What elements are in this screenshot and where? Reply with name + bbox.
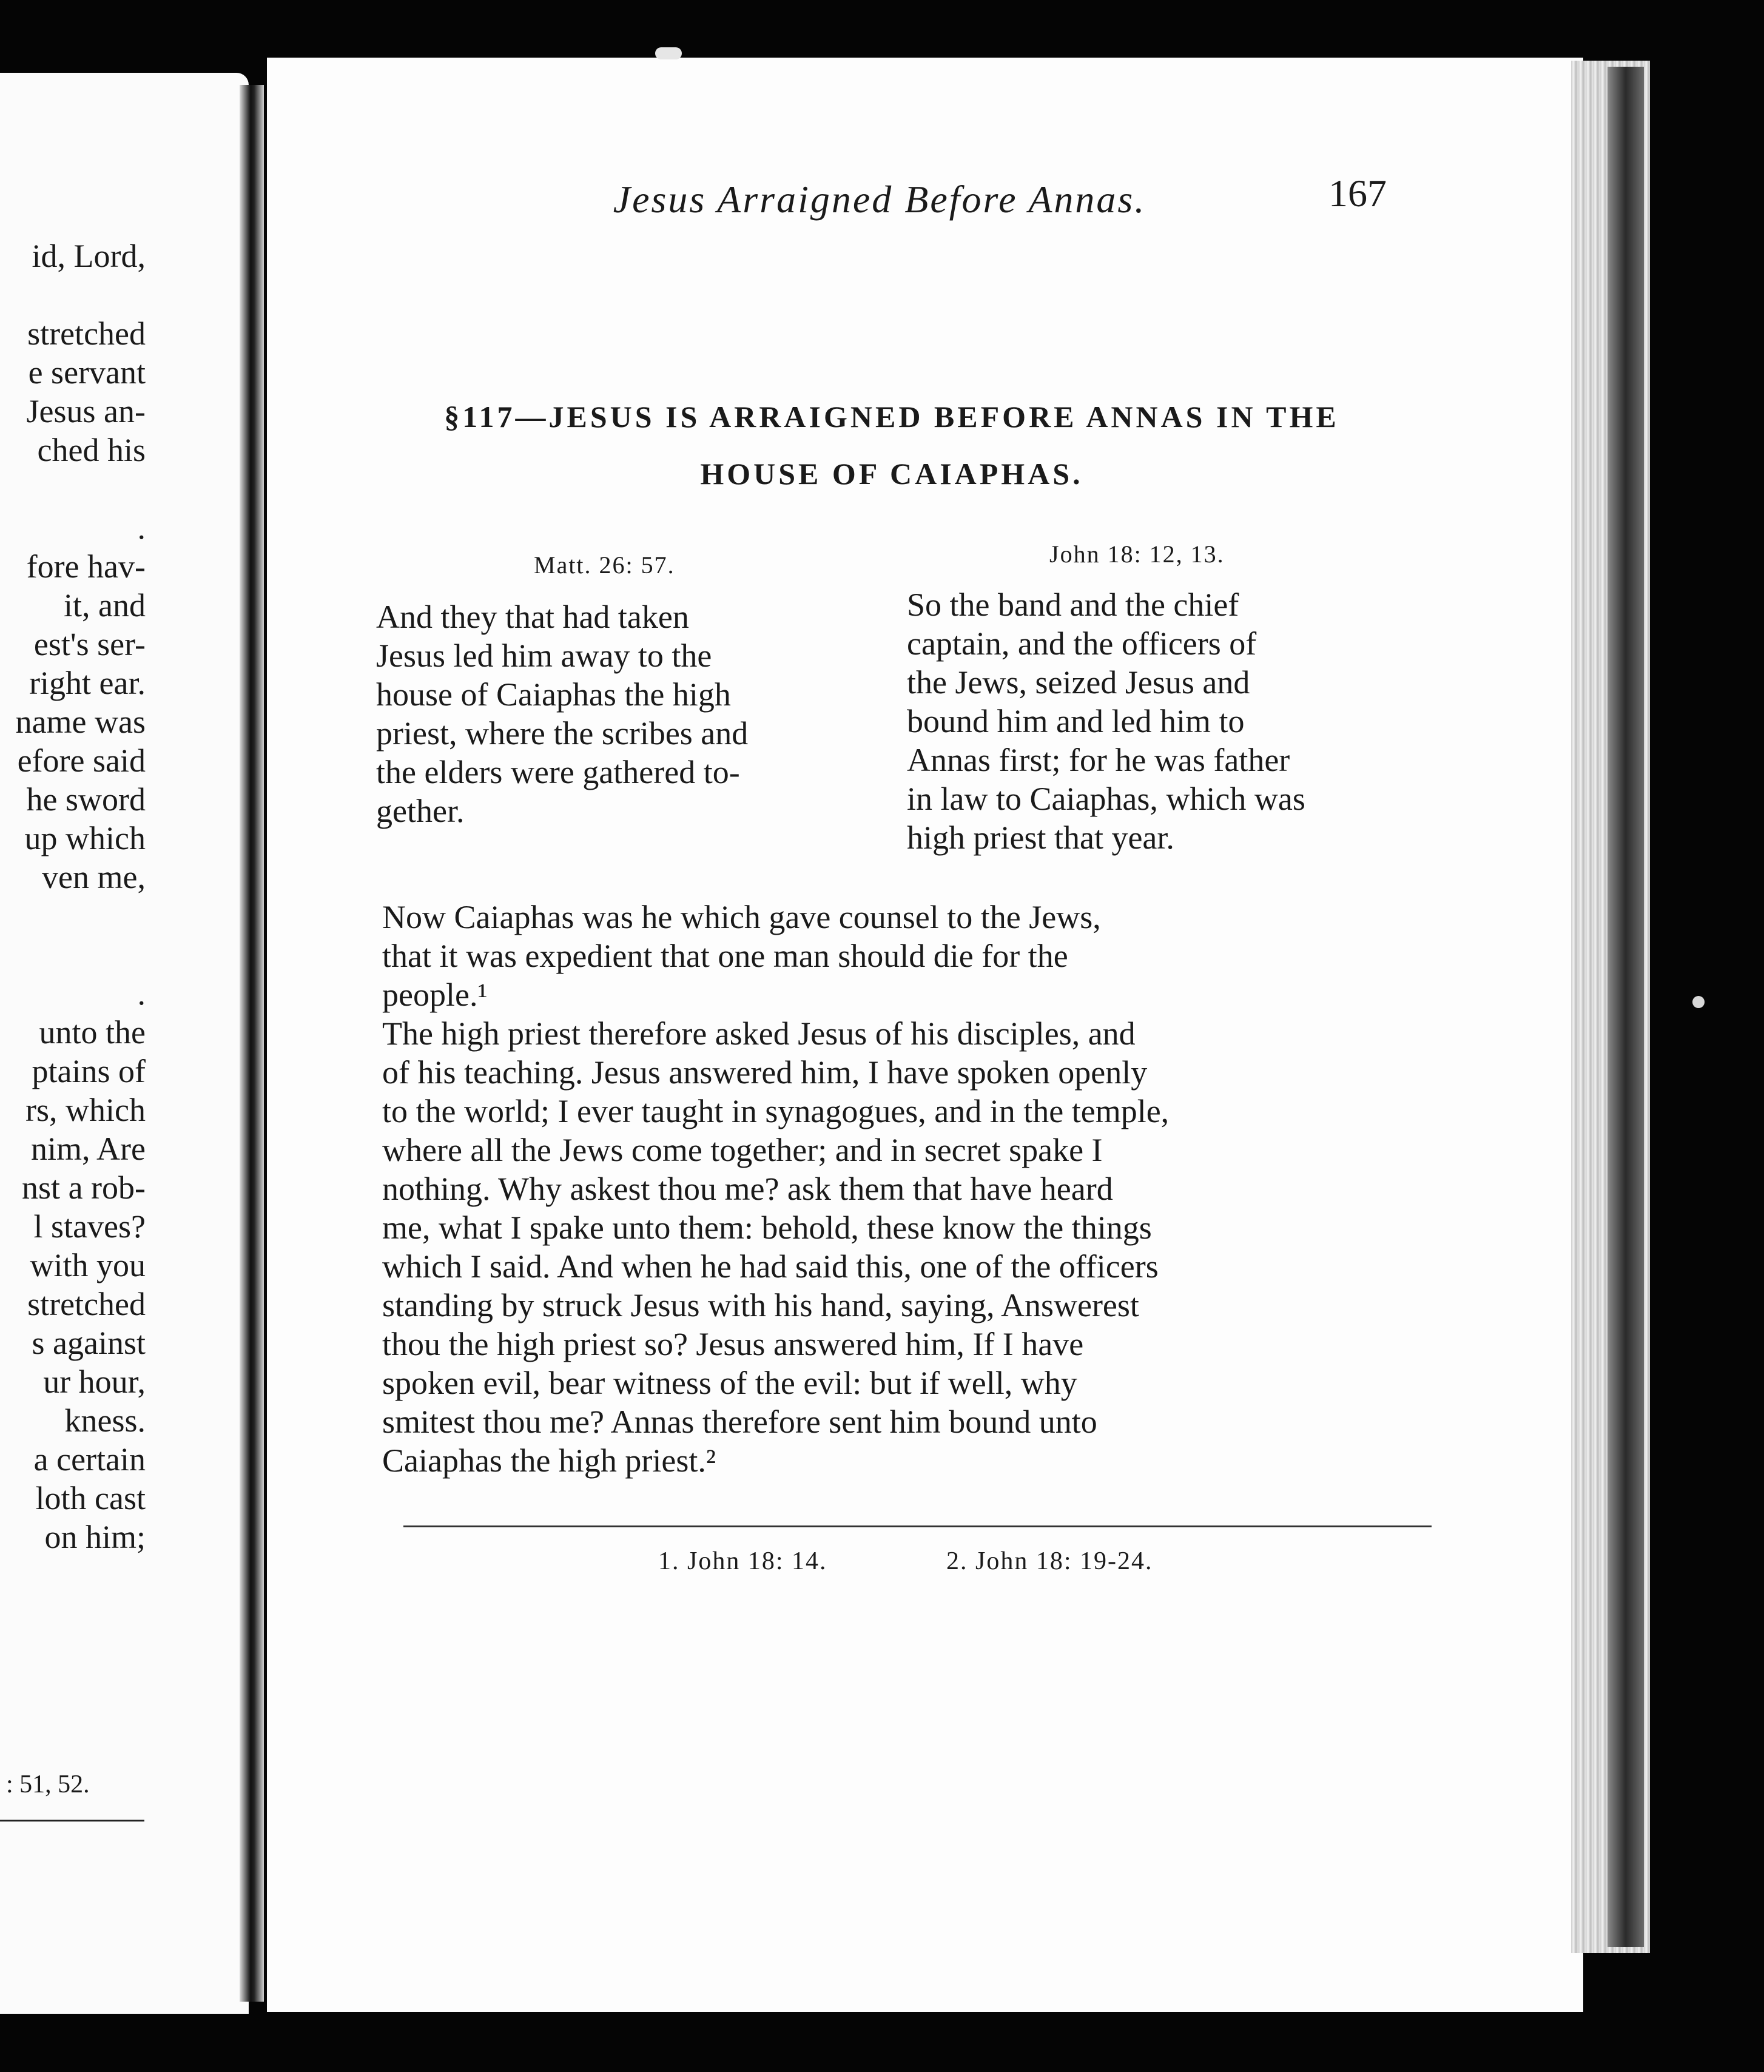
page-number: 167 (1328, 172, 1387, 215)
left-page-line-text: up which (24, 820, 146, 856)
left-page-line-text: s against (32, 1325, 146, 1361)
left-page-line-text: rs, which (25, 1092, 146, 1128)
left-page-line-text: loth cast (35, 1480, 146, 1516)
left-page-line-text: stretched (27, 315, 146, 352)
left-page-line-text: ven me, (42, 859, 146, 895)
page-edge-shadow (1607, 67, 1644, 1947)
left-page-line-text: right ear. (29, 665, 146, 701)
left-footnote-rule (0, 1820, 144, 1821)
left-page-line-text: ched his (37, 432, 146, 468)
left-page (0, 73, 249, 2014)
left-page-line-text: efore said (17, 742, 146, 779)
footnote-2: 2. John 18: 19-24. (946, 1547, 1153, 1575)
book-gutter (240, 85, 264, 2002)
footnote-rule (403, 1525, 1432, 1527)
left-page-line-text: id, Lord, (32, 238, 146, 274)
left-page-line-text: nim, Are (31, 1131, 146, 1167)
right-column-reference: John 18: 12, 13. (1049, 540, 1225, 568)
left-page-line-text: l staves? (33, 1208, 146, 1245)
left-page-line-text: fore hav- (26, 548, 146, 585)
left-page-footnote: : 51, 52. (6, 1771, 90, 1798)
left-page-line-text: ptains of (32, 1053, 146, 1089)
left-page-line-text: with you (30, 1247, 146, 1283)
left-page-line-text: he sword (26, 781, 146, 818)
left-page-line-text: e servant (28, 354, 146, 391)
left-page-line-text: it, and (64, 587, 146, 624)
main-text: Now Caiaphas was he which gave counsel to the Jews, that it was expedient that one man should die for the people.¹ The high priest therefore asked Jesus of his disciples, and of his teaching. Jesus answered him, I have spoken openly to the world; I ever taught in synagogues, and in the temple, where all the Jews come together; and in secret spake I nothing. Why askest thou me? ask them that have heard me, what I spake unto them: behold, these know the things which I said. And when he had said this, one of the officers standing by struck Jesus with his hand, saying, Answerest thou the high priest so? Jesus answered him, If I have spoken evil, bear witness of the evil: but if well, why smitest thou me? Annas therefore sent him bound unto Caiaphas the high priest.² (382, 899, 1170, 1479)
left-page-line-text: on him; (44, 1519, 146, 1555)
running-head: Jesus Arraigned Before Annas. (613, 178, 1146, 221)
left-page-line-text: . (137, 975, 146, 1012)
left-page-line-text: name was (15, 704, 146, 740)
right-column-text: So the band and the chief captain, and the officers of the Jews, seized Jesus and bound him and led him to Annas first; for he was father in law to Caiaphas, which was high priest that year. (907, 587, 1305, 856)
footnote-1: 1. John 18: 14. (658, 1547, 827, 1575)
scan-speck (655, 47, 682, 59)
section-title: §117—JESUS IS ARRAIGNED BEFORE ANNAS IN THE HOUSE OF CAIAPHAS. (444, 400, 1339, 491)
left-page-line-text: est's ser- (33, 626, 146, 662)
left-page-line-text: . (137, 510, 146, 546)
scan-smudge (1692, 996, 1705, 1008)
left-page-line-text: a certain (33, 1441, 146, 1478)
left-column-reference: Matt. 26: 57. (534, 551, 675, 579)
left-page-line-text: kness. (64, 1402, 146, 1439)
left-page-line-text: nst a rob- (22, 1169, 146, 1206)
left-column-text: And they that had taken Jesus led him away to the house of Caiaphas the high priest, where the scribes and the elders were gathered to- gether. (376, 599, 749, 829)
left-page-line-text: Jesus an- (26, 393, 146, 429)
left-page-line-text: stretched (27, 1286, 146, 1322)
left-page-line-text: ur hour, (43, 1364, 146, 1400)
left-page-line-text: unto the (39, 1014, 146, 1051)
